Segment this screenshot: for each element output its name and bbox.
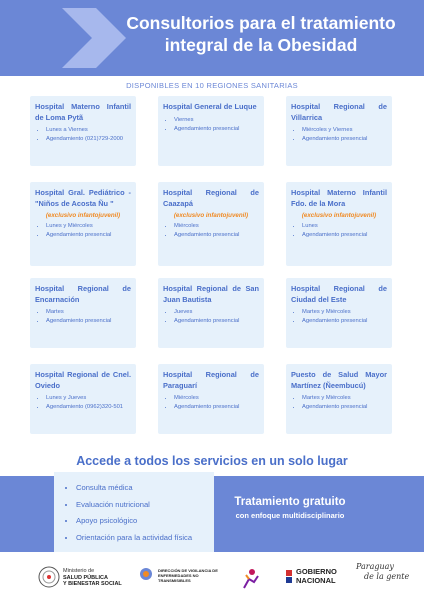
hospital-card (286, 182, 392, 266)
hospital-name: Hospital Regional de Caazapá (163, 188, 259, 208)
slogan-line-2: de la gente (364, 572, 410, 581)
page-title (112, 12, 410, 56)
hospital-detail-item: • Agendamiento presencial (174, 125, 259, 134)
service-item: • Orientación para la actividad física (76, 530, 214, 547)
hospital-details (163, 116, 259, 134)
hospital-card (286, 96, 392, 166)
hospital-detail-item: • Agendamiento presencial (174, 317, 259, 326)
footer-logos (0, 556, 424, 600)
title-line-2: integral de la Obesidad (164, 35, 358, 55)
hospital-details (35, 394, 131, 412)
hospital-name: Hospital General de Luque (163, 102, 257, 111)
hospital-name: Puesto de Salud Mayor Martínez (Ñeembucú) (291, 370, 387, 390)
direction-emblem-icon (137, 566, 155, 586)
hospital-detail-item: • Lunes y Jueves (46, 394, 131, 403)
service-item: • Consulta médica (76, 480, 214, 497)
ministry-line-2: Y BIENESTAR SOCIAL (63, 581, 122, 587)
hospital-detail-item: • Jueves (174, 308, 259, 317)
hospital-detail-item: • Agendamiento (021)729-2000 (46, 135, 131, 144)
hospital-card (30, 96, 136, 166)
hospital-card (158, 278, 264, 348)
hospital-detail-item: • Martes (46, 308, 131, 317)
hospital-details (291, 126, 387, 144)
hospital-name: Hospital Materno Infantil Fdo. de la Mora (291, 188, 387, 208)
government-line-1: GOBIERNO (296, 567, 337, 576)
slogan-logo (356, 562, 409, 582)
hospital-detail-item: • Agendamiento presencial (174, 231, 259, 240)
hospital-name: Hospital Regional de Paraguarí (163, 370, 259, 390)
hospital-detail-item: • Agendamiento presencial (302, 317, 387, 326)
government-line-2: NACIONAL (296, 575, 336, 585)
hospital-details (35, 222, 131, 240)
hospital-details (35, 308, 131, 326)
hospital-detail-item: • Lunes (302, 222, 387, 231)
hospital-detail-item: • Martes y Miércoles (302, 308, 387, 317)
ministry-small-label: Ministerio de (63, 568, 95, 574)
services-list (54, 472, 214, 546)
hospital-card (30, 182, 136, 266)
hospital-card (30, 278, 136, 348)
program-logo (238, 568, 262, 595)
hospital-card (30, 364, 136, 434)
hospital-detail-item: • Lunes y Miércoles (46, 222, 131, 231)
hospital-detail-item: • Lunes a Viernes (46, 126, 131, 135)
hospital-details (163, 308, 259, 326)
hospital-note: (exclusivo infantojuvenil) (45, 212, 121, 219)
services-box (54, 472, 214, 552)
hospital-detail-item: • Agendamiento presencial (302, 231, 387, 240)
hospital-note: (exclusivo infantojuvenil) (173, 212, 249, 219)
hospital-note: (exclusivo infantojuvenil) (301, 212, 377, 219)
hospital-detail-item: • Agendamiento presencial (302, 135, 387, 144)
hospital-detail-item: • Martes y Miércoles (302, 394, 387, 403)
hospital-details (291, 308, 387, 326)
slogan-line-1: Paraguay (356, 562, 394, 571)
ministry-seal-icon (38, 566, 60, 588)
header-banner (0, 0, 424, 76)
hospital-name: Hospital Regional de Ciudad del Este (291, 284, 387, 304)
hospital-detail-item: • Agendamiento presencial (302, 403, 387, 412)
running-figure-icon (238, 568, 262, 590)
hospital-detail-item: • Viernes (174, 116, 259, 125)
title-line-1: Consultorios para el tratamiento (126, 13, 396, 33)
hospital-name: Hospital Materno Infantil de Loma Pytã (35, 102, 131, 122)
flag-red-square-icon (286, 570, 292, 576)
access-title: Accede a todos los servicios en un solo lugar (76, 454, 348, 468)
ministry-line-1: SALUD PÚBLICA (63, 574, 108, 581)
free-title: Tratamiento gratuito (234, 496, 346, 508)
free-treatment (216, 496, 364, 520)
hospital-card (286, 278, 392, 348)
hospital-details (163, 222, 259, 240)
hospital-name: Hospital Regional de Encarnación (35, 284, 131, 304)
hospital-details (291, 222, 387, 240)
hospital-card (158, 182, 264, 266)
hospital-detail-item: • Miércoles y Viernes (302, 126, 387, 135)
hospital-detail-item: • Agendamiento presencial (46, 231, 131, 240)
free-subtitle: con enfoque multidisciplinario (235, 511, 345, 520)
hospital-details (163, 394, 259, 412)
hospital-name: Hospital Regional de San Juan Bautista (163, 284, 259, 304)
hospital-details (35, 126, 131, 144)
hospital-detail-item: • Agendamiento presencial (46, 317, 131, 326)
hospital-name: Hospital Regional de Villarrica (291, 102, 387, 122)
hospital-card (286, 364, 392, 434)
hospital-card (158, 364, 264, 434)
service-item: • Evaluación nutricional (76, 497, 214, 514)
hospital-detail-item: • Agendamiento (0962)320-501 (46, 403, 131, 412)
hospital-details (291, 394, 387, 412)
service-item: • Apoyo psicológico (76, 513, 214, 530)
hospital-name: Hospital Gral. Pediátrico - "Niños de Acosta Ñu " (35, 188, 131, 208)
flag-blue-square-icon (286, 577, 292, 583)
direction-line-2: ENFERMEDADES NO TRANSMISIBLES (158, 573, 199, 583)
hospital-detail-item: • Miércoles (174, 394, 259, 403)
hospital-detail-item: • Agendamiento presencial (174, 403, 259, 412)
direction-line-1: DIRECCIÓN DE VIGILANCIA DE (158, 568, 218, 573)
hospital-detail-item: • Miércoles (174, 222, 259, 231)
hospital-card (158, 96, 264, 166)
regions-subtitle: DISPONIBLES EN 10 REGIONES SANITARIAS (126, 81, 298, 90)
hospital-name: Hospital Regional de Cnel. Oviedo (35, 370, 131, 390)
